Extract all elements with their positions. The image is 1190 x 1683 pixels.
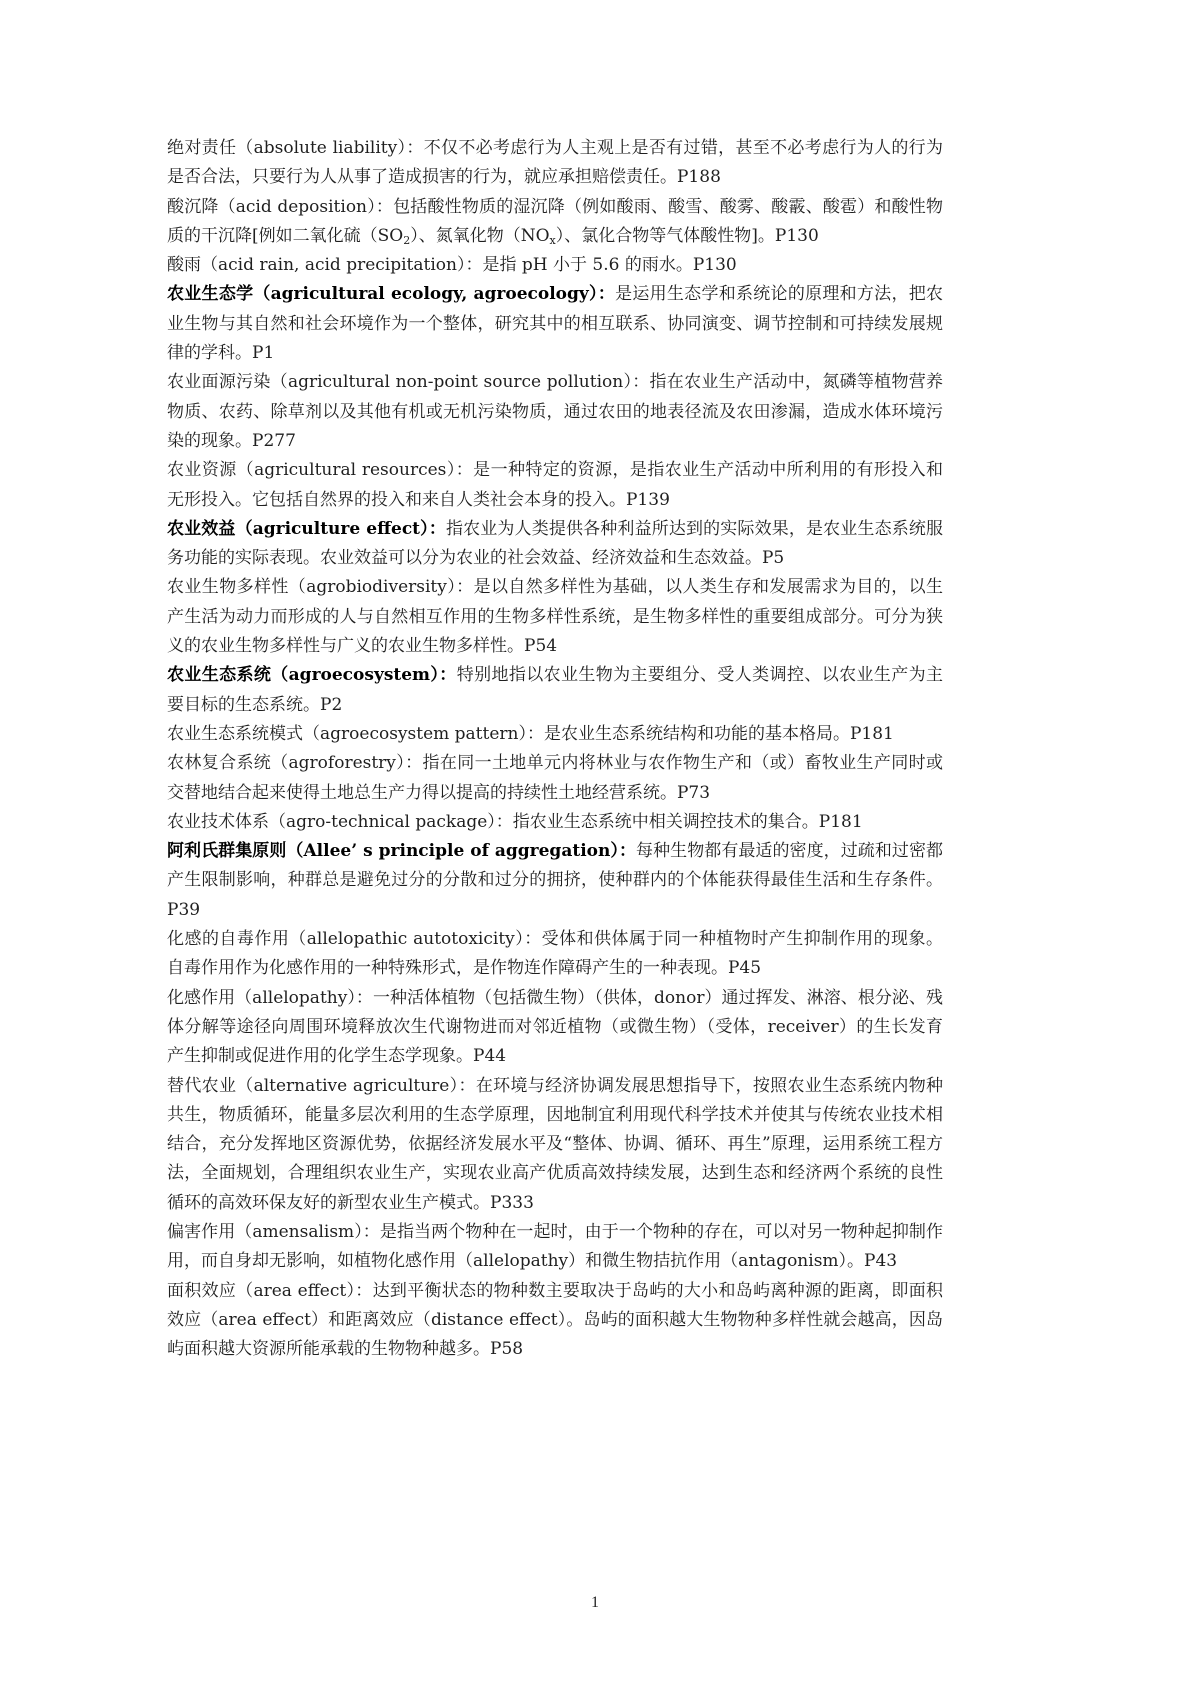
glossary-entry-allee-principle (167, 837, 943, 925)
entry-term: 农业生物多样性（agrobiodiversity）： (167, 577, 474, 598)
entry-definition: 达到平衡状态的物种数主要取决于岛屿的大小和岛屿离种源的距离，即面积效应（area effect）和距离效应（distance effect）。岛屿的面积越大生物物种多样性就会越高，因岛屿面积越大资源所能承载的生物物种越多。P58 (167, 1280, 944, 1360)
subscript: 2 (403, 233, 411, 247)
entry-term: 绝对责任（absolute liability）： (167, 138, 424, 158)
entry-definition: 受体和供体属于同一种植物时产生抑制作用的现象。自毒作用作为化感作用的一种特殊形式，是作物连作障碍产生的一种表现。P45 (167, 929, 943, 979)
glossary-entry-agro-technical-package (167, 808, 943, 837)
entry-definition: 是指 pH 小于 5.6 的雨水。P130 (482, 255, 737, 276)
entry-definition: 不仅不必考虑行为人主观上是否有过错，甚至不必考虑行为人的行为是否合法，只要行为人从事了造成损害的行为，就应承担赔偿责任。P188 (167, 138, 943, 188)
entry-term: 化感作用（allelopathy）： (167, 987, 373, 1008)
glossary-page (167, 134, 943, 1364)
glossary-entry-agroecosystem (167, 661, 943, 720)
entry-term: 农业效益（agriculture effect）： (167, 518, 446, 539)
entry-term: 化感的自毒作用（allelopathic autotoxicity）： (167, 929, 542, 950)
entry-definition: 是以自然多样性为基础，以人类生存和发展需求为目的，以生产生活为动力而形成的人与自然相互作用的生物多样性系统，是生物多样性的重要组成部分。可分为狭义的农业生物多样性与广义的农业生物多样性。P54 (167, 577, 944, 657)
entry-definition: 是农业生态系统结构和功能的基本格局。P181 (543, 723, 894, 744)
definition-text: ）、氮氧化物（NO (410, 225, 550, 246)
subscript: x (549, 233, 556, 247)
entry-term: 酸沉降（acid deposition）： (167, 196, 394, 217)
page-number: 1 (591, 1594, 599, 1611)
entry-definition: 指农业为人类提供各种利益所达到的实际效果，是农业生态系统服务功能的实际表现。农业效益可以分为农业的社会效益、经济效益和生态效益。P5 (167, 518, 944, 569)
definition-text: 包括酸性物质的湿沉降（例如酸雨、酸雪、酸雾、酸霰、酸雹）和酸性物质的干沉降[例如二氧化硫（SO (167, 196, 943, 246)
glossary-entry-agroecosystem-pattern (167, 720, 943, 749)
glossary-entry-amensalism (167, 1218, 943, 1277)
entry-definition: 指农业生态系统中相关调控技术的集合。P181 (512, 811, 863, 832)
definition-text: ）、氯化合物等气体酸性物]。P130 (555, 225, 819, 246)
entry-term: 农业资源（agricultural resources）： (167, 460, 474, 481)
entry-term: 农业技术体系（agro-technical package）： (167, 811, 513, 832)
glossary-entry-alternative-agriculture (167, 1072, 943, 1218)
entry-term: 偏害作用（amensalism）： (167, 1221, 380, 1242)
entry-term: 农业面源污染（agricultural non-point source pollution）： (167, 372, 650, 393)
entry-term: 酸雨（acid rain, acid precipitation）： (167, 255, 483, 276)
entry-definition: 一种活体植物（包括微生物）（供体，donor）通过挥发、淋溶、根分泌、残体分解等途径向周围环境释放次生代谢物进而对邻近植物（或微生物）（受体，receiver）的生长发育产生抑制或促进作用的化学生态学现象。P44 (167, 987, 943, 1067)
glossary-entry-absolute-liability (167, 134, 943, 193)
entry-term: 农业生态学（agricultural ecology, agroecology）： (167, 284, 616, 305)
glossary-entry-non-point-pollution (167, 368, 943, 456)
entry-definition: 在环境与经济协调发展思想指导下，按照农业生态系统内物种共生，物质循环，能量多层次利用的生态学原理，因地制宜利用现代科学技术并使其与传统农业技术相结合，充分发挥地区资源优势，依据经济发展水平及“整体、协调、循环、再生”原理，运用系统工程方法，全面规划，合理组织农业生产，实现农业高产优质高效持续发展，达到生态和经济两个系统的良性循环的高效环保友好的新型农业生产模式。P333 (167, 1075, 944, 1213)
entry-term: 面积效应（area effect）： (167, 1280, 373, 1301)
entry-definition: 指在农业生产活动中，氮磷等植物营养物质、农药、除草剂以及其他有机或无机污染物质，通过农田的地表径流及农田渗漏，造成水体环境污染的现象。P277 (167, 372, 943, 451)
entry-definition: 每种生物都有最适的密度，过疏和过密都产生限制影响，种群总是避免过分的分散和过分的拥挤，使种群内的个体能获得最佳生活和生存条件。P39 (167, 841, 944, 920)
entry-definition: 是运用生态学和系统论的原理和方法，把农业生物与其自然和社会环境作为一个整体，研究其中的相互联系、协同演变、调节控制和可持续发展规律的学科。P1 (167, 284, 944, 364)
glossary-entry-area-effect (167, 1277, 943, 1365)
glossary-entry-allelopathy (167, 984, 943, 1072)
entry-definition: 是一种特定的资源，是指农业生产活动中所利用的有形投入和无形投入。它包括自然界的投入和来自人类社会本身的投入。P139 (167, 460, 943, 510)
entry-term: 农业生态系统模式（agroecosystem pattern）： (167, 723, 544, 744)
glossary-entry-agriculture-effect (167, 515, 943, 574)
entry-term: 农林复合系统（agroforestry）： (167, 753, 423, 774)
entry-definition: 指在同一土地单元内将林业与农作物生产和（或）畜牧业生产同时或交替地结合起来使得土地总生产力得以提高的持续性土地经营系统。P73 (167, 753, 943, 803)
entry-term: 阿利氏群集原则（Allee’ s principle of aggregation）： (167, 841, 637, 862)
glossary-entry-agroforestry (167, 749, 943, 808)
glossary-entry-acid-deposition (167, 193, 943, 252)
glossary-entry-allelopathic-autotoxicity (167, 925, 943, 984)
entry-definition: 特别地指以农业生物为主要组分、受人类调控、以农业生产为主要目标的生态系统。P2 (167, 665, 943, 715)
glossary-entry-agroecology (167, 280, 943, 368)
entry-definition: 是指当两个物种在一起时，由于一个物种的存在，可以对另一物种起抑制作用，而自身却无影响，如植物化感作用（allelopathy）和微生物拮抗作用（antagonism）。P43 (167, 1221, 943, 1272)
entry-term: 农业生态系统（agroecosystem）： (167, 665, 457, 686)
glossary-entry-agrobiodiversity (167, 573, 943, 661)
glossary-entry-agricultural-resources (167, 456, 943, 515)
glossary-entry-acid-rain (167, 251, 943, 280)
entry-term: 替代农业（alternative agriculture）： (167, 1075, 476, 1096)
